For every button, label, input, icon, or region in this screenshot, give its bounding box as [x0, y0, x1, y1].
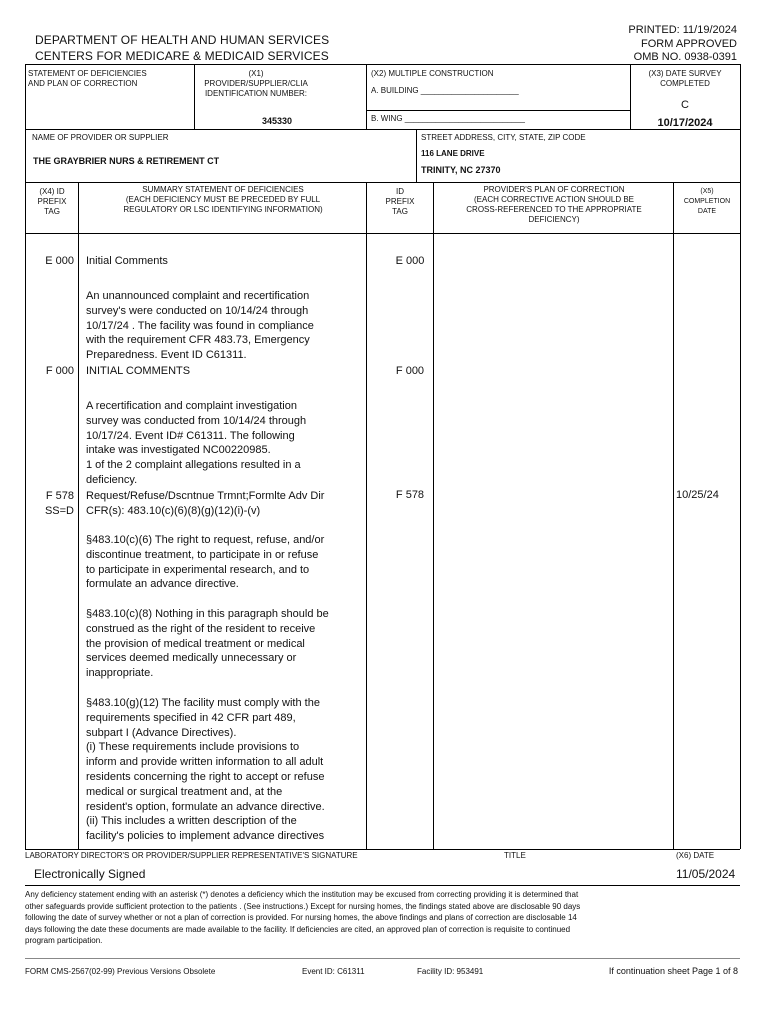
facility-id: Facility ID: 953491	[417, 967, 484, 976]
id-tag-e000: E 000	[395, 255, 425, 267]
date-label: (X6) DATE	[676, 851, 715, 860]
x5-column-header: (X5) COMPLETION DATE	[683, 188, 731, 215]
page-indicator: If continuation sheet Page 1 of 8	[608, 966, 738, 976]
entry-body-f000: A recertification and complaint investigation survey was conducted from 10/14/24 through 10/17/24. Event ID# C61311. The following intake was investigated NC00220985. 1 of the 2 complaint allegations resulted in a deficiency.	[86, 400, 307, 486]
statement-label: STATEMENT OF DEFICIENCIES AND PLAN OF CORRECTION	[28, 69, 147, 88]
id-tag-f578: F 578	[395, 489, 425, 501]
entry-body-e000: An unannounced complaint and recertification survey's were conducted on 10/14/24 through 10/17/24 . The facility was found in compliance with the requirement CFR 483.73, Emergency Preparedness. Event ID C61311.	[86, 290, 314, 362]
entry-title-f578: Request/Refuse/Dscntnue Trmnt;Formlte Adv Dir CFR(s): 483.10(c)(6)(8)(g)(12)(i)-(v)	[86, 490, 325, 517]
entry-title-e000: Initial Comments	[86, 255, 168, 267]
provider-name: THE GRAYBRIER NURS & RETIREMENT CT	[33, 156, 220, 166]
plan-column-header: PROVIDER'S PLAN OF CORRECTION (EACH CORRECTIVE ACTION SHOULD BE CROSS-REFERENCED TO THE APPROPRIATE DEFICIENCY)	[466, 185, 642, 224]
tag-e000: E 000	[45, 255, 74, 267]
form-number: FORM CMS-2567(02-99) Previous Versions Obsolete	[25, 967, 216, 976]
provider-number: 345330	[262, 116, 293, 126]
regulation-483-10-g-12: §483.10(g)(12) The facility must comply with the requirements specified in 42 CFR part 489, subpart I (Advance Directives). (i) These requirements include provisions to inform and provide written information to all adult residents concerning the right to accept or refuse medical or surgical treatment and, at the resident's option, formulate an advance directive. (ii) This includes a written description of the facility's policies to implement advance directives	[86, 697, 325, 843]
survey-date: 10/17/2024	[657, 117, 713, 129]
building-label: A. BUILDING ______________________	[371, 86, 519, 95]
tag-f578: F 578 SS=D	[44, 490, 74, 517]
agency-title: CENTERS FOR MEDICARE & MEDICAID SERVICES	[35, 49, 329, 63]
provider-name-label: NAME OF PROVIDER OR SUPPLIER	[32, 133, 169, 142]
signature-value: Electronically Signed	[34, 867, 146, 881]
tag-f000: F 000	[45, 365, 74, 377]
survey-code: C	[681, 99, 689, 111]
title-label: TITLE	[504, 851, 526, 860]
omb-number: OMB NO. 0938-0391	[633, 51, 737, 63]
event-id: Event ID: C61311	[302, 967, 365, 976]
city-state-zip: TRINITY, NC 27370	[421, 165, 501, 175]
street-address: 116 LANE DRIVE	[421, 149, 485, 158]
signature-date: 11/05/2024	[676, 867, 736, 881]
department-title: DEPARTMENT OF HEALTH AND HUMAN SERVICES	[35, 33, 330, 47]
x1-label: (X1) PROVIDER/SUPPLIER/CLIA IDENTIFICATION NUMBER:	[204, 69, 308, 98]
form-approved: FORM APPROVED	[641, 38, 737, 50]
regulation-483-10-c-8: §483.10(c)(8) Nothing in this paragraph should be construed as the right of the resident to receive the provision of medical treatment or medical services deemed medically unnecessary or inappropriate.	[86, 608, 329, 680]
address-label: STREET ADDRESS, CITY, STATE, ZIP CODE	[421, 133, 586, 142]
completion-date-f578: 10/25/24	[676, 489, 719, 501]
entry-title-f000: INITIAL COMMENTS	[86, 365, 191, 377]
x2-label: (X2) MULTIPLE CONSTRUCTION	[371, 69, 494, 78]
disclaimer: Any deficiency statement ending with an asterisk (*) denotes a deficiency which the institution may be excused from correcting providing it is determined that other safeguards provide sufficient protection to the patients . (See instructions.) Except for nursing homes, the findings stated above are disclosable 90 days following the date of survey whether or not a plan of correction is provided. For nursing homes, the above findings and plans of correction are disclosable 14 days following the date these documents are made available to the facility. If deficiencies are cited, an approved plan of correction is requisite to continued program participation.	[25, 890, 581, 946]
id-tag-f000: F 000	[395, 365, 425, 377]
id-column-header: ID PREFIX TAG	[385, 187, 415, 216]
regulation-483-10-c-6: §483.10(c)(6) The right to request, refuse, and/or discontinue treatment, to participate in or refuse to participate in experimental research, and to formulate an advance directive.	[86, 534, 325, 591]
wing-label: B. WING ___________________________	[371, 114, 525, 123]
signature-label: LABORATORY DIRECTOR'S OR PROVIDER/SUPPLIER REPRESENTATIVE'S SIGNATURE	[25, 851, 358, 860]
summary-column-header: SUMMARY STATEMENT OF DEFICIENCIES (EACH DEFICIENCY MUST BE PRECEDED BY FULL REGULATORY OR LSC IDENTIFYING INFORMATION)	[123, 185, 323, 214]
printed-date: PRINTED: 11/19/2024	[628, 24, 737, 36]
x4-column-header: (X4) ID PREFIX TAG	[37, 187, 67, 216]
x3-label: (X3) DATE SURVEY COMPLETED	[648, 69, 722, 88]
